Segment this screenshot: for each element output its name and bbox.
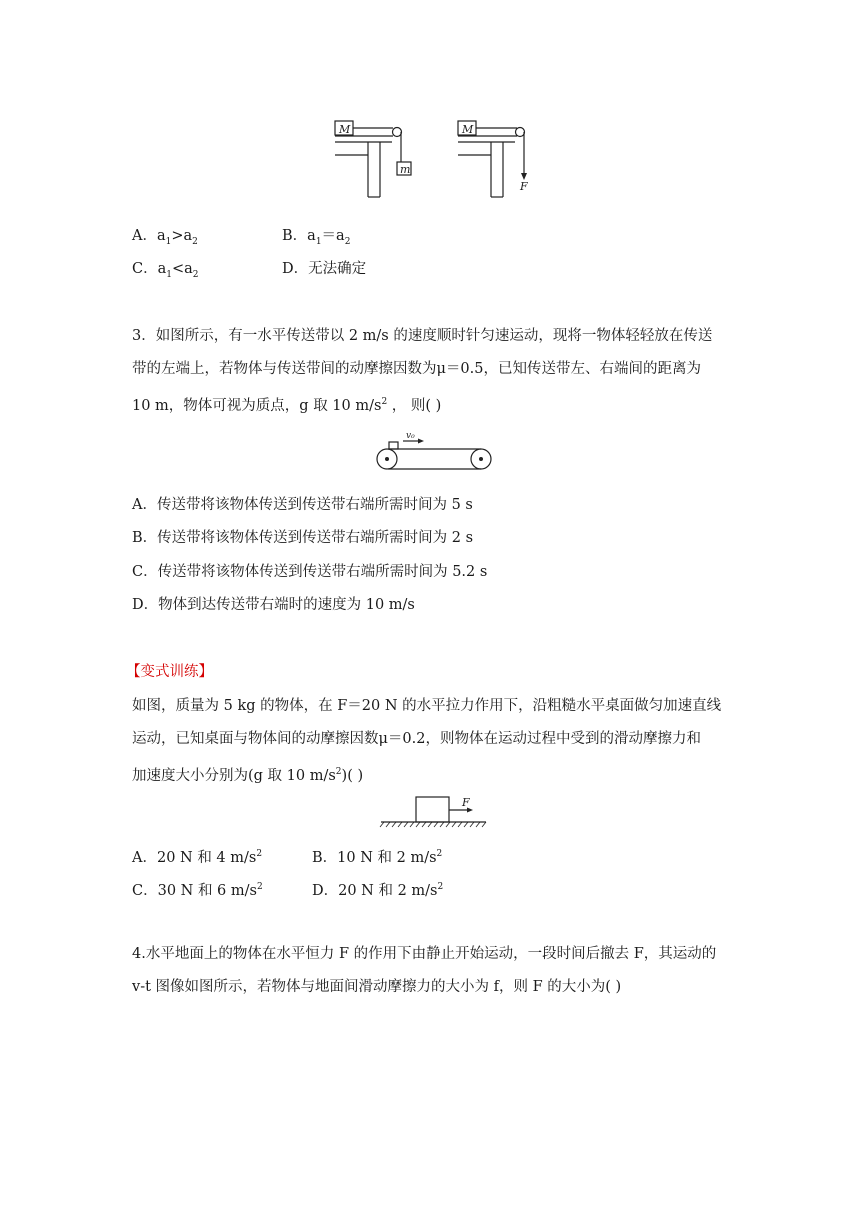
variant-option-C: C．30 N 和 6 $m/s^2$: [132, 882, 263, 899]
q3-option-D: D．物体到达传送带右端时的速度为 10 m/s: [132, 597, 415, 613]
ground-hatching: [380, 822, 486, 827]
q3-stem-line2: 带的左端上，若物体与传送带间的动摩擦因数为μ＝0.5，已知传送带左、右端间的距离为: [132, 361, 701, 377]
variant-heading: 【变式训练】: [126, 664, 213, 680]
label-v0: v₀: [406, 431, 415, 441]
block: [416, 797, 449, 822]
label-F-right: F: [520, 180, 528, 193]
q3-option-B: B．传送带将该物体传送到传送带右端所需时间为 2 s: [132, 530, 474, 546]
q4-stem-line1: 4.水平地面上的物体在水平恒力 F 的作用下由静止开始运动，一段时间后撤去 F，其运动的: [132, 946, 717, 962]
variant-option-B: B．10 N 和 2 $m/s^2$: [312, 849, 443, 866]
q2-option-C: C．$a_1<a_2$: [132, 261, 199, 280]
q2-option-D: D．无法确定: [282, 261, 367, 277]
label-M-left: M: [339, 123, 351, 136]
variant-stem-line1: 如图，质量为 5 kg 的物体，在 F＝20 N 的水平拉力作用下，沿粗糙水平桌面做匀加速直线: [132, 698, 722, 714]
label-F: F: [462, 796, 470, 809]
q3-option-A: A．传送带将该物体传送到传送带右端所需时间为 5 s: [132, 497, 473, 513]
variant-option-A: A．20 N 和 4 $m/s^2$: [132, 849, 263, 866]
q3-stem-line3: 10 m，物体可视为质点，g 取 10 $m/s^2$ ， 则( ): [132, 397, 442, 414]
variant-stem-line2: 运动，已知桌面与物体间的动摩擦因数μ＝0.2，则物体在运动过程中受到的滑动摩擦力和: [132, 731, 701, 747]
q3-stem-line1: 3．如图所示，有一水平传送带以 2 m/s 的速度顺时针匀速运动，现将一物体轻轻放在传送: [132, 328, 713, 344]
q2-option-B: B．$a_1=a_2$: [282, 228, 351, 247]
label-M-right: M: [462, 123, 474, 136]
label-m: m: [400, 163, 411, 176]
q2-option-A: A．$a_1>a_2$: [132, 228, 198, 247]
q3-option-C: C．传送带将该物体传送到传送带右端所需时间为 5.2 s: [132, 564, 488, 580]
q4-stem-line2: v-t 图像如图所示，若物体与地面间滑动摩擦力的大小为 f，则 F 的大小为( ): [132, 979, 622, 995]
variant-stem-line3: 加速度大小分别为(g 取 10 $m/s^2$)( ): [132, 767, 364, 784]
variant-option-D: D．20 N 和 2 $m/s^2$: [312, 882, 444, 899]
